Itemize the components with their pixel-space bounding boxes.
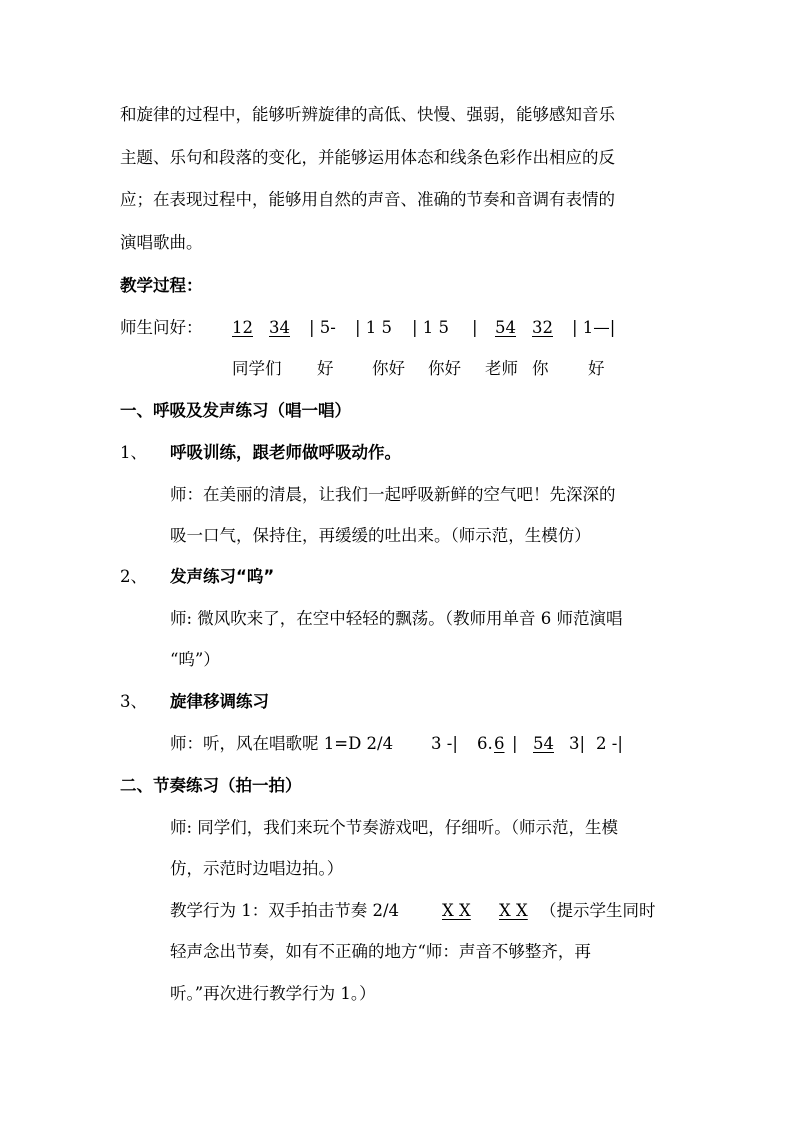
melody-part: 6 <box>494 734 505 753</box>
item2-title: 发声练习“呜” <box>170 567 275 586</box>
greeting-lyric: 你好 <box>428 359 461 378</box>
process-heading: 教学过程： <box>120 276 203 295</box>
greeting-lyric: 好 <box>588 359 605 378</box>
behavior-text-1: 轻声念出节奏，如有不正确的地方“师：声音不够整齐，再 <box>170 942 591 961</box>
item1-number: 1、 <box>120 443 147 462</box>
item2-text-1: 师: 微风吹来了，在空中轻轻的飘荡。（教师用单音 6 师范演唱 <box>170 609 623 628</box>
greeting-lyric: 你好 <box>372 359 405 378</box>
greeting-label: 师生问好： <box>120 318 203 337</box>
intro-line-1: 和旋律的过程中，能够听辨旋律的高低、快慢、强弱，能够感知音乐 <box>120 105 615 124</box>
item1-text-2: 吸一口气，保持住，再缓缓的吐出来。（师示范，生模仿） <box>170 526 591 545</box>
greeting-note: | 1 5 <box>355 318 393 337</box>
greeting-note: 54 <box>495 318 516 337</box>
melody-part: 3 -| <box>431 734 458 753</box>
intro-line-2: 主题、乐句和段落的变化，并能够运用体态和线条色彩作出相应的反 <box>120 148 615 167</box>
melody-part: 54 <box>533 734 554 753</box>
greeting-lyric: 好 <box>317 359 334 378</box>
section2-text-2: 仿，示范时边唱边拍。） <box>170 859 344 878</box>
greeting-lyric: 你 <box>532 359 549 378</box>
item3-number: 3、 <box>120 692 147 711</box>
greeting-lyric: 同学们 <box>232 359 282 378</box>
greeting-note: | <box>472 318 478 337</box>
item1-title: 呼吸训练，跟老师做呼吸动作。 <box>170 443 401 462</box>
melody-part: 6. <box>477 734 493 753</box>
behavior-suffix: （提示学生同时 <box>540 901 656 920</box>
section2-text-1: 师: 同学们，我们来玩个节奏游戏吧，仔细听。（师示范，生模 <box>170 818 619 837</box>
section1-heading: 一、呼吸及发声练习（唱一唱） <box>120 401 351 420</box>
greeting-note: | 1—| <box>572 318 616 337</box>
behavior-text-2: 听。”再次进行教学行为 1。） <box>170 984 376 1003</box>
greeting-note: 34 <box>269 318 290 337</box>
rhythm-group: X X <box>442 901 471 920</box>
item2-number: 2、 <box>120 567 147 586</box>
melody-part: | <box>512 734 518 753</box>
behavior-prefix: 教学行为 1：双手拍击节奏 2/4 <box>170 901 400 920</box>
item1-text-1: 师：在美丽的清晨，让我们一起呼吸新鲜的空气吧！先深深的 <box>170 485 616 504</box>
greeting-note: | 5- <box>309 318 336 337</box>
greeting-note: | 1 5 <box>412 318 450 337</box>
melody-part: 3| <box>569 734 586 753</box>
item2-text-2: “呜”） <box>170 650 220 669</box>
melody-part: 2 -| <box>596 734 623 753</box>
rhythm-group: X X <box>499 901 528 920</box>
melody-prefix: 师：听，风在唱歌呢 1=D 2/4 <box>170 734 394 753</box>
greeting-lyric: 老师 <box>485 359 518 378</box>
greeting-note: 32 <box>532 318 553 337</box>
greeting-note: 12 <box>232 318 253 337</box>
item3-title: 旋律移调练习 <box>170 692 269 711</box>
intro-line-4: 演唱歌曲。 <box>120 233 203 252</box>
section2-heading: 二、节奏练习（拍一拍） <box>120 776 302 795</box>
intro-line-3: 应；在表现过程中，能够用自然的声音、准确的节奏和音调有表情的 <box>120 190 615 209</box>
